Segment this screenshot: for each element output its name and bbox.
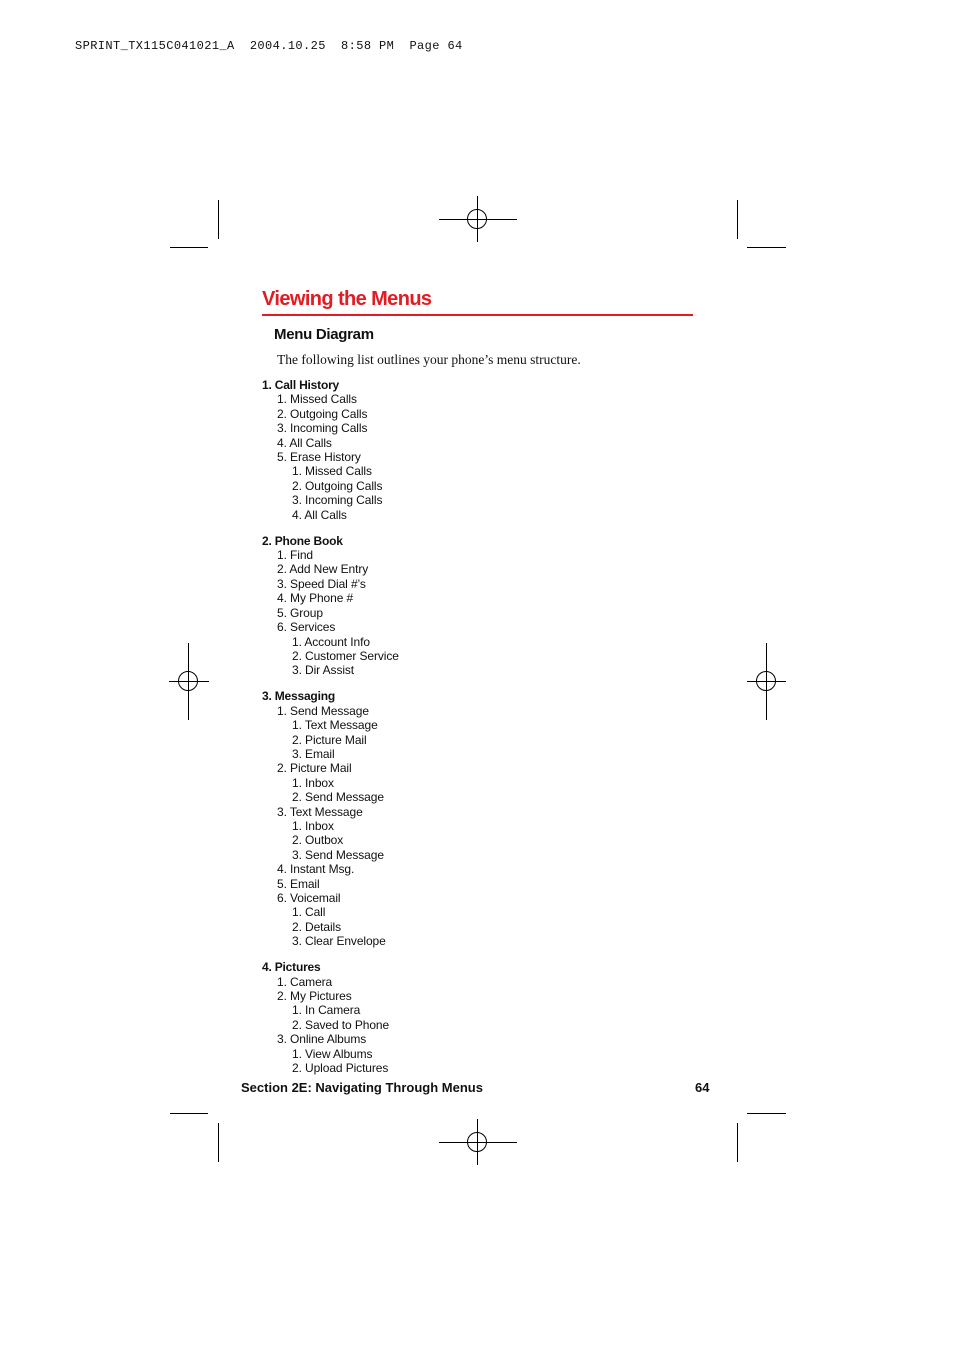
menu-item: 5. Email: [277, 876, 320, 891]
menu-item: 6. Services: [277, 620, 336, 635]
page-number: 64: [695, 1080, 710, 1095]
submenu-item: 3. Dir Assist: [292, 663, 355, 678]
submenu-item: 2. Upload Pictures: [292, 1061, 389, 1076]
menu-section: [262, 378, 399, 522]
title-rule: [262, 314, 693, 316]
menu-item: 2. Outgoing Calls: [277, 406, 368, 421]
submenu-item: 2. Picture Mail: [292, 732, 367, 747]
submenu-item: 3. Email: [292, 746, 335, 761]
menu-item: 2. Add New Entry: [277, 562, 369, 577]
menu-item: 5. Erase History: [277, 450, 361, 465]
menu-item: 1. Send Message: [277, 703, 369, 718]
menu-section-heading: 2. Phone Book: [262, 533, 343, 548]
menu-item: 3. Speed Dial #’s: [277, 576, 366, 591]
menu-item: 2. My Pictures: [277, 989, 352, 1004]
page-title: Viewing the Menus: [262, 288, 432, 310]
submenu-item: 2. Outgoing Calls: [292, 478, 383, 493]
submenu-item: 2. Details: [292, 919, 342, 934]
submenu-item: 3. Clear Envelope: [292, 934, 386, 949]
menu-item: 1. Missed Calls: [277, 392, 357, 407]
submenu-item: 2. Saved to Phone: [292, 1017, 390, 1032]
submenu-item: 1. Inbox: [292, 775, 334, 790]
submenu-item: 2. Outbox: [292, 833, 344, 848]
intro-text: The following list outlines your phone’s menu structure.: [277, 352, 581, 367]
menu-item: 6. Voicemail: [277, 891, 341, 905]
submenu-item: 1. Text Message: [292, 718, 378, 733]
submenu-item: 1. View Albums: [292, 1046, 373, 1061]
menu-section: [262, 534, 399, 678]
menu-item: 4. My Phone #: [277, 591, 354, 606]
menu-section-heading: 1. Call History: [262, 378, 340, 392]
submenu-item: 1. Inbox: [292, 818, 334, 833]
submenu-item: 4. All Calls: [292, 507, 347, 522]
footer-section-label: Section 2E: Navigating Through Menus: [241, 1080, 483, 1095]
submenu-item: 1. Missed Calls: [292, 464, 372, 479]
section-subtitle: Menu Diagram: [274, 326, 374, 343]
menu-item: 1. Find: [277, 548, 313, 563]
menu-item: 3. Text Message: [277, 804, 363, 819]
menu-item: 4. Instant Msg.: [277, 862, 355, 877]
submenu-item: 3. Incoming Calls: [292, 493, 383, 508]
menu-item: 3. Online Albums: [277, 1032, 367, 1047]
submenu-item: 3. Send Message: [292, 847, 384, 862]
menu-section: [262, 960, 399, 1075]
menu-section-heading: 3. Messaging: [262, 689, 335, 704]
menu-item: 2. Picture Mail: [277, 761, 352, 776]
menu-section: [262, 689, 399, 948]
submenu-item: 2. Customer Service: [292, 648, 399, 663]
submenu-item: 1. Account Info: [292, 634, 370, 649]
submenu-item: 1. In Camera: [292, 1003, 361, 1018]
menu-item: 5. Group: [277, 605, 323, 620]
submenu-item: 2. Send Message: [292, 790, 384, 805]
menu-item: 1. Camera: [277, 974, 333, 989]
menu-item: 3. Incoming Calls: [277, 421, 368, 436]
submenu-item: 1. Call: [292, 905, 326, 920]
print-slug: SPRINT_TX115C041021_A 2004.10.25 8:58 PM Page 64: [75, 39, 463, 53]
menu-item: 4. All Calls: [277, 435, 332, 450]
menu-diagram: [262, 378, 399, 1075]
menu-section-heading: 4. Pictures: [262, 960, 321, 975]
